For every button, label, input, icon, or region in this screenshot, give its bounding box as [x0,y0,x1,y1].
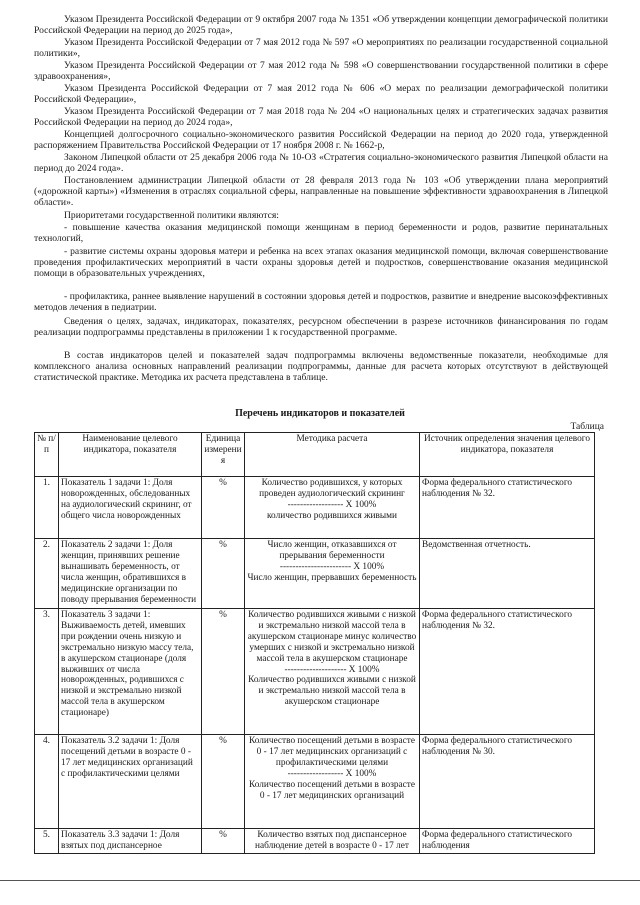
paragraph [34,152,608,174]
paragraph-text: Сведения о целях, задачах, индикаторах, показателях, ресурсном обеспечении в разрезе источников финансирования по годам реализации подпрограммы представлены в приложении 1 к государственной программе. [34,316,608,339]
paragraph-text: Указом Президента Российской Федерации от 7 мая 2012 года № 598 «О совершенствовании государственной политики в сфере здравоохранения», [34,60,608,83]
row-num: 1. [35,477,59,539]
method-numerator: Количество родившихся живыми с низкой и экстремально низкой массой тела в акушерском стационаре минус количество умерших с низкой и экстремально низкой массой тела в акушерском стационаре [247,610,417,664]
paragraph [34,210,608,221]
row-unit: % [202,539,245,609]
method-multiplier: ----------------------- Х 100% [279,561,385,572]
table-label: Таблица [570,422,604,432]
paragraph [34,316,608,338]
table-row [35,477,595,539]
method-denominator: Количество родившихся живыми с низкой и экстремально низкой массой тела в акушерском стационаре [248,675,416,708]
method-denominator: количество родившихся живыми [267,510,397,521]
method-denominator: Число женщин, прервавших беременность [247,572,417,583]
table-row [35,539,595,609]
method-multiplier: ------------------ Х 100% [287,499,377,510]
row-num: 5. [35,829,59,854]
paragraph-text: Указом Президента Российской Федерации от 7 мая 2012 года № 606 «О мерах по реализации демографической политики Российской Федерации», [34,83,608,106]
row-source: Ведомственная отчетность. [420,539,595,609]
row-method [245,829,420,854]
table-row [35,609,595,735]
paragraph [34,37,608,59]
row-unit: % [202,477,245,539]
paragraph-text: Законом Липецкой области от 25 декабря 2006 года № 10-ОЗ «Стратегия социально-экономического развития Липецкой области на период до 2024 года». [34,152,608,175]
row-method [245,609,420,735]
paragraph-text: - профилактика, раннее выявление нарушений в состоянии здоровья детей и подростков, развитие и внедрение высокоэффективных методов лечения в педиатрии. [34,291,608,314]
paragraph [34,60,608,82]
row-source: Форма федерального статистического наблюдения [420,829,595,854]
row-name: Показатель 3.3 задачи 1: Доля взятых под диспансерное [59,829,202,854]
row-source: Форма федерального статистического наблюдения № 32. [420,609,595,735]
row-method [245,477,420,539]
row-name: Показатель 1 задачи 1: Доля новорожденных, обследованных на аудиологический скрининг, от общего числа новорожденных [59,477,202,539]
table-header-row [35,433,595,477]
paragraph-text: - развитие системы охраны здоровья матери и ребенка на всех этапах оказания медицинской помощи, включая совершенствование проведения профилактических мероприятий в части охраны здоровья детей и подростков, совершенствование оказания медицинской помощи в образовательных учреждениях, [34,246,608,280]
row-source: Форма федерального статистического наблюдения № 30. [420,735,595,829]
indicators-table [34,432,595,854]
paragraph-text: Постановлением администрации Липецкой области от 28 февраля 2013 года № 103 «Об утверждении плана мероприятий («дорожной карты») «Изменения в отраслях социальной сферы, направленные на повышение эффективности здравоохранения в Липецкой области». [34,175,608,209]
paragraph-text: Концепцией долгосрочного социально-экономического развития Российской Федерации на период до 2020 года, утвержденной распоряжением Правительства Российской Федерации от 17 ноября 2008 г. № 1662-р, [34,129,608,152]
row-num: 4. [35,735,59,829]
paragraph-text: Указом Президента Российской Федерации от 9 октября 2007 года № 1351 «Об утверждении концепции демографической политики Российской Федерации на период до 2025 года», [34,14,608,37]
paragraph-text: - повышение качества оказания медицинской помощи женщинам в период беременности и родов, развитие перинатальных технологий, [34,222,608,245]
paragraph [34,222,608,244]
paragraph-text: Указом Президента Российской Федерации от 7 мая 2018 года № 204 «О национальных целях и стратегических задачах развития Российской Федерации на период до 2024 года», [34,106,608,129]
row-num: 3. [35,609,59,735]
paragraph [34,246,608,280]
row-num: 2. [35,539,59,609]
paragraph [34,106,608,128]
paragraph [34,129,608,151]
table-row [35,829,595,854]
row-source: Форма федерального статистического наблюдения № 32. [420,477,595,539]
row-method [245,539,420,609]
method-numerator: Количество родившихся, у которых проведен аудиологический скрининг [259,478,405,499]
paragraph [34,175,608,209]
paragraph [34,350,608,384]
method-numerator: Количество взятых под диспансерное наблюдение детей в возрасте 0 - 17 лет [255,830,409,851]
col-header-unit: Единица измерения [202,433,245,477]
row-unit: % [202,829,245,854]
paragraph [34,14,608,36]
col-header-name: Наименование целевого индикатора, показателя [59,433,202,477]
paragraph-text: Указом Президента Российской Федерации от 7 мая 2012 года № 597 «О мероприятиях по реализации государственной социальной политики», [34,37,608,60]
table-row [35,735,595,829]
row-unit: % [202,609,245,735]
paragraph-text: В состав индикаторов целей и показателей задач подпрограммы включены ведомственные показатели, необходимые для комплексного анализа основных направлений реализации подпрограммы, данные для расчета которых отсутствуют в действующей статистической практике. Методика их расчета представлена в таблице. [34,350,608,384]
method-multiplier: ------------------ Х 100% [287,768,377,779]
method-multiplier: -------------------- Х 100% [284,664,380,675]
paragraph-text: Приоритетами государственной политики являются: [64,210,279,221]
paragraph [34,291,608,313]
page-bottom-rule [0,880,640,881]
method-numerator: Число женщин, отказавшихся от прерывания беременности [267,540,397,561]
method-numerator: Количество посещений детьми в возрасте 0 - 17 лет медицинских организаций с профилактическими целями [249,736,415,768]
row-name: Показатель 3.2 задачи 1: Доля посещений детьми в возрасте 0 - 17 лет медицинских организаций с профилактическими целями [59,735,202,829]
row-name: Показатель 2 задачи 1: Доля женщин, принявших решение вынашивать беременность, от числа женщин, обратившихся в медицинские организации по поводу прерывания беременности [59,539,202,609]
paragraph [34,83,608,105]
col-header-source: Источник определения значения целевого индикатора, показателя [420,433,595,477]
col-header-num: № п/п [35,433,59,477]
row-method [245,735,420,829]
method-denominator: Количество посещений детьми в возрасте 0 - 17 лет медицинских организаций [249,779,415,801]
row-name: Показатель 3 задачи 1: Выживаемость детей, имевших при рождении очень низкую и экстремально низкую массу тела, в акушерском стационаре (доля выживших от числа новорожденных, родившихся с низкой и экстремально низкой массой тела в акушерском стационаре) [59,609,202,735]
table-title: Перечень индикаторов и показателей [235,408,405,419]
row-unit: % [202,735,245,829]
col-header-method: Методика расчета [245,433,420,477]
